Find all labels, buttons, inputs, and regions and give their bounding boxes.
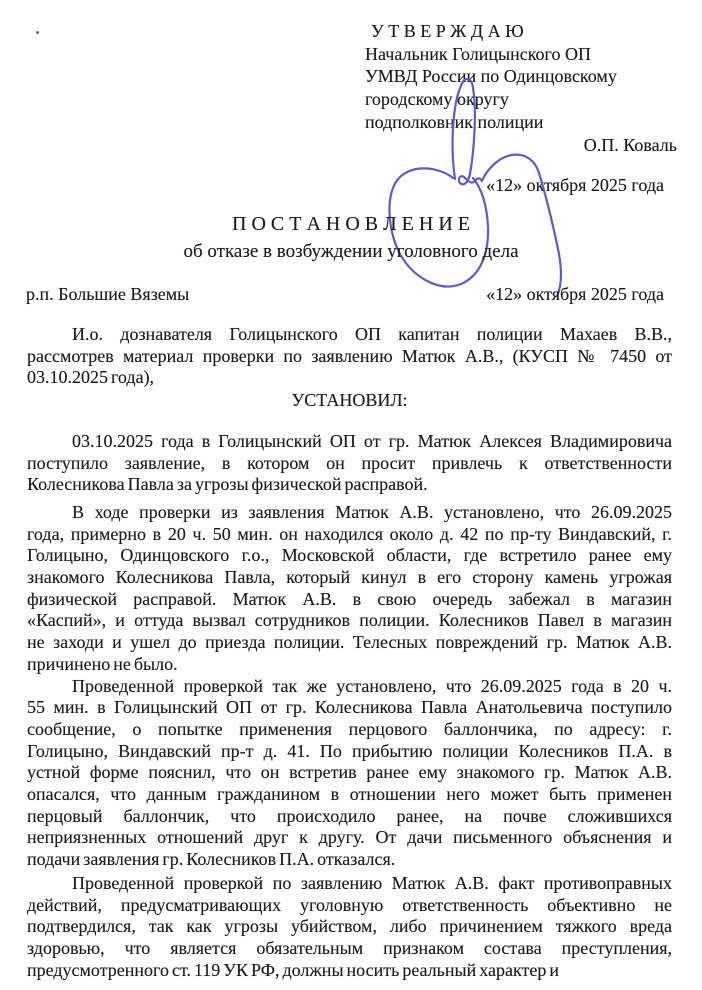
text-line: Проведенной проверкой по заявлению Матюк А.В. факт противоправных: [72, 872, 672, 893]
text-line: Голицыно, Виндавский пр-т д. 41. По прибытию полиции Колесников П.А. в: [27, 740, 672, 761]
text-line: здоровью, что является обязательным признаком состава преступления,: [27, 937, 672, 958]
text-line: знакомого Колесникова Павла, который кинул в его сторону камень угрожая: [27, 567, 672, 588]
text-line: не заходи и ушел до приезда полиции. Телесных повреждений гр. Матюк А.В.: [27, 632, 672, 653]
text-line: Голицыно, Одинцовского г.о., Московской области, где встретило ранее ему: [27, 545, 672, 566]
text-line: 03.10.2025 года),: [27, 367, 155, 388]
text-line: действий, предусматривающих уголовную ответственность объективно не: [27, 894, 672, 915]
text-line: 55 мин. в Голицынский ОП от гр. Колесникова Павла Анатольевича поступило: [27, 697, 672, 718]
body-paragraph: [27, 502, 672, 676]
text-line: поступило заявление, в котором он просит привлечь к ответственности: [27, 452, 672, 473]
text-line: Колесникова Павла за угрозы физической расправой.: [27, 474, 428, 495]
text-line: физической расправой. Матюк А.В. в свою очередь забежал в магазин: [27, 588, 672, 609]
text-line: рассмотрев материал проверки по заявлению Матюк А.В., (КУСП № 7450 от: [27, 345, 672, 366]
text-line: «Каспий», и оттуда вызвал сотрудников полиции. Колесников Павел в магазин: [27, 610, 672, 631]
approval-line: Начальник Голицынского ОП: [365, 43, 591, 64]
text-line: В ходе проверки из заявления Матюк А.В. установлено, что 26.09.2025: [72, 501, 672, 522]
document-date: «12» октября 2025 года: [486, 284, 664, 304]
document-title: П О С Т А Н О В Л Е Н И Е: [232, 213, 470, 235]
place-label: р.п. Большие Вяземы: [26, 284, 190, 304]
scan-speck: [36, 31, 39, 34]
text-line: опасался, что данным гражданином в отношении него может быть применен: [27, 784, 672, 805]
resolved-heading: УСТАНОВИЛ:: [291, 390, 408, 411]
approval-line: подполковник полиции: [365, 111, 544, 132]
text-line: Проведенной проверкой так же установлено, что 26.09.2025 года в 20 ч.: [72, 675, 672, 696]
text-line: И.о. дознавателя Голицынского ОП капитан полиции Махаев В.В.,: [72, 324, 672, 344]
text-line: устной форме пояснил, что он встретив ранее ему знакомого гр. Матюк А.В.: [27, 762, 672, 783]
text-line: подачи заявления гр. Колесников П.А. отказался.: [27, 849, 396, 870]
document-subtitle: об отказе в возбуждении уголовного дела: [183, 241, 519, 262]
text-line: 03.10.2025 года в Голицынский ОП от гр. Матюк Алексея Владимировича: [72, 430, 672, 451]
title-block: [0, 212, 702, 264]
text-line: сообщение, о попытке применения перцового баллончика, по адресу: г.: [27, 718, 672, 739]
approval-line: УМВД России по Одинцовскому: [365, 66, 617, 87]
text-line: года, примерно в 20 ч. 50 мин. он находился около д. 42 по пр-ту Виндавский, г.: [27, 523, 672, 544]
approval-line: городскому округу: [365, 89, 509, 110]
text-line: предусмотренного ст. 119 УК РФ, должны носить реальный характер и: [27, 959, 559, 980]
approval-heading: У Т В Е Р Ж Д А Ю: [371, 21, 524, 41]
text-line: подтвердился, так как угрозы убийством, либо причинением тяжкого вреда: [27, 916, 672, 937]
text-line: перцовый баллончик, что происходило ранее, на почве сложившихся: [27, 805, 672, 826]
text-line: причинено не было.: [27, 653, 178, 674]
approval-date: «12» октября 2025 года: [486, 175, 664, 196]
body-paragraph: [27, 873, 672, 982]
approver-name: О.П. Коваль: [583, 134, 677, 155]
approval-block: [365, 20, 677, 197]
place-date-row: [26, 284, 664, 306]
text-line: неприязненных отношений друг к другу. От дачи письменного объяснения и: [27, 827, 672, 848]
body-paragraph: [27, 676, 672, 871]
document-body: [27, 324, 672, 981]
intro-paragraph: [27, 324, 672, 389]
body-paragraph: [27, 431, 672, 496]
